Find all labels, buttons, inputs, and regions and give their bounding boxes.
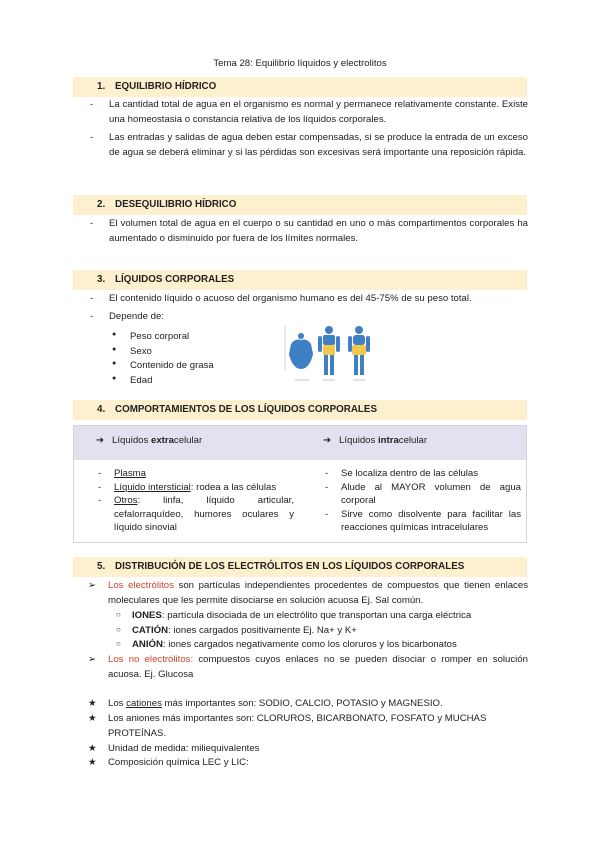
- arrow-icon: ➔: [323, 435, 332, 446]
- list-item: ➢ Los no electrólitos: compuestos cuyos enlaces no se pueden disociar o romper en solución acuosa. Ej. Glucosa: [88, 654, 528, 681]
- list-item: ➢ Los electrólitos son partículas independientes procedentes de compuestos que tienen enlaces moleculares que les permite disociarse en solución acuosa Ej. Sal común.: [88, 580, 528, 606]
- extracelular-column: [98, 467, 294, 535]
- definition-item: ○ IONES: partícula disociada de un electrólito que transportan una carga eléctrica: [88, 609, 528, 624]
- arrow-icon: ➔: [96, 435, 105, 446]
- list-item: ● Edad: [88, 374, 528, 389]
- table-item: - Líquido intersticial: rodea a las células: [98, 481, 294, 495]
- section-number: 2.: [97, 199, 106, 210]
- section-number: 1.: [97, 81, 106, 92]
- document-title: Tema 28: Equilibrio líquidos y electrolitos: [213, 58, 387, 69]
- section-title: EQUILIBRIO HÍDRICO: [115, 81, 217, 92]
- table-item: - Plasma: [98, 467, 294, 481]
- table-body: [74, 460, 526, 542]
- section-4-heading: [73, 400, 527, 420]
- list-item: ● Sexo: [88, 345, 528, 360]
- star-item: ★ Unidad de medida: miliequivalentes: [88, 742, 528, 757]
- arrowhead-icon: ➢: [88, 580, 97, 591]
- section-2-heading: [73, 195, 527, 215]
- star-icon: ★: [88, 757, 97, 769]
- table-item: - Otros: linfa, líquido articular, cefalorraquídeo, humores oculares y líquido sinovial: [98, 494, 294, 535]
- star-item: ★ Composición química LEC y LIC:: [88, 756, 528, 771]
- star-item: ★ Los aniones más importantes son: CLORUROS, BICARBONATO, FOSFATO y MUCHAS PROTEÍNAS.: [88, 712, 487, 739]
- star-icon: ★: [88, 712, 97, 724]
- paragraph: - El contenido líquido o acuoso del organismo humano es del 45-75% de su peso total.: [88, 292, 528, 307]
- list-item: ● Peso corporal: [88, 330, 528, 345]
- compartments-table: [73, 425, 527, 543]
- header-intracelular: ➔ Líquidos intracelular: [323, 435, 428, 446]
- section-number: 4.: [97, 404, 106, 415]
- section-5-heading: [73, 557, 527, 577]
- arrowhead-icon: ➢: [88, 654, 97, 666]
- section-title: COMPORTAMIENTOS DE LOS LÍQUIDOS CORPORALES: [115, 404, 377, 415]
- star-item: ★ Los cationes más importantes son: SODIO, CALCIO, POTASIO y MAGNESIO.: [88, 697, 528, 712]
- paragraph: - Depende de:: [88, 310, 528, 325]
- section-2-body: [88, 217, 528, 247]
- table-item: - Se localiza dentro de las células: [325, 467, 521, 481]
- table-header: [74, 426, 526, 460]
- star-icon: ★: [88, 698, 97, 710]
- section-title: LÍQUIDOS CORPORALES: [115, 274, 235, 285]
- section-title: DESEQUILIBRIO HÍDRICO: [115, 199, 237, 210]
- star-icon: ★: [88, 742, 97, 754]
- section-5-body: [88, 579, 528, 771]
- section-number: 5.: [97, 561, 106, 572]
- paragraph: - El volumen total de agua en el cuerpo o su cantidad en uno o más compartimentos corporales ha aumentado o disminuido por fuera de los límites normales.: [88, 217, 528, 247]
- section-title: DISTRIBUCIÓN DE LOS ELECTRÓLITOS EN LOS LÍQUIDOS CORPORALES: [115, 561, 465, 572]
- header-extracelular: ➔ Líquidos extracelular: [96, 435, 203, 446]
- paragraph: - La cantidad total de agua en el organismo es normal y permanece relativamente constante. Existe una homeostasia o constancia relativa de los líquidos corporales.: [88, 98, 528, 128]
- definition-item: ○ ANIÓN: iones cargados negativamente como los cloruros y los bicarbonatos: [88, 638, 528, 653]
- body-water-figure: [275, 322, 385, 388]
- section-3-heading: [73, 270, 527, 290]
- table-item: - Alude al MAYOR volumen de agua corporal: [325, 481, 521, 508]
- list-item: ● Contenido de grasa: [88, 359, 528, 374]
- paragraph: - Las entradas y salidas de agua deben estar compensadas, si se produce la entrada de un exceso de agua se deberá eliminar y si las pérdidas son excesivas será importante una reposición rápida.: [88, 131, 528, 161]
- section-1-body: [88, 98, 528, 160]
- section-number: 3.: [97, 274, 106, 285]
- definition-item: ○ CATIÓN: iones cargados positivamente Ej. Na+ y K+: [88, 624, 528, 639]
- table-item: - Sirve como disolvente para facilitar las reacciones químicas intracelulares: [325, 508, 521, 535]
- section-1-heading: [73, 77, 527, 97]
- intracelular-column: [325, 467, 521, 535]
